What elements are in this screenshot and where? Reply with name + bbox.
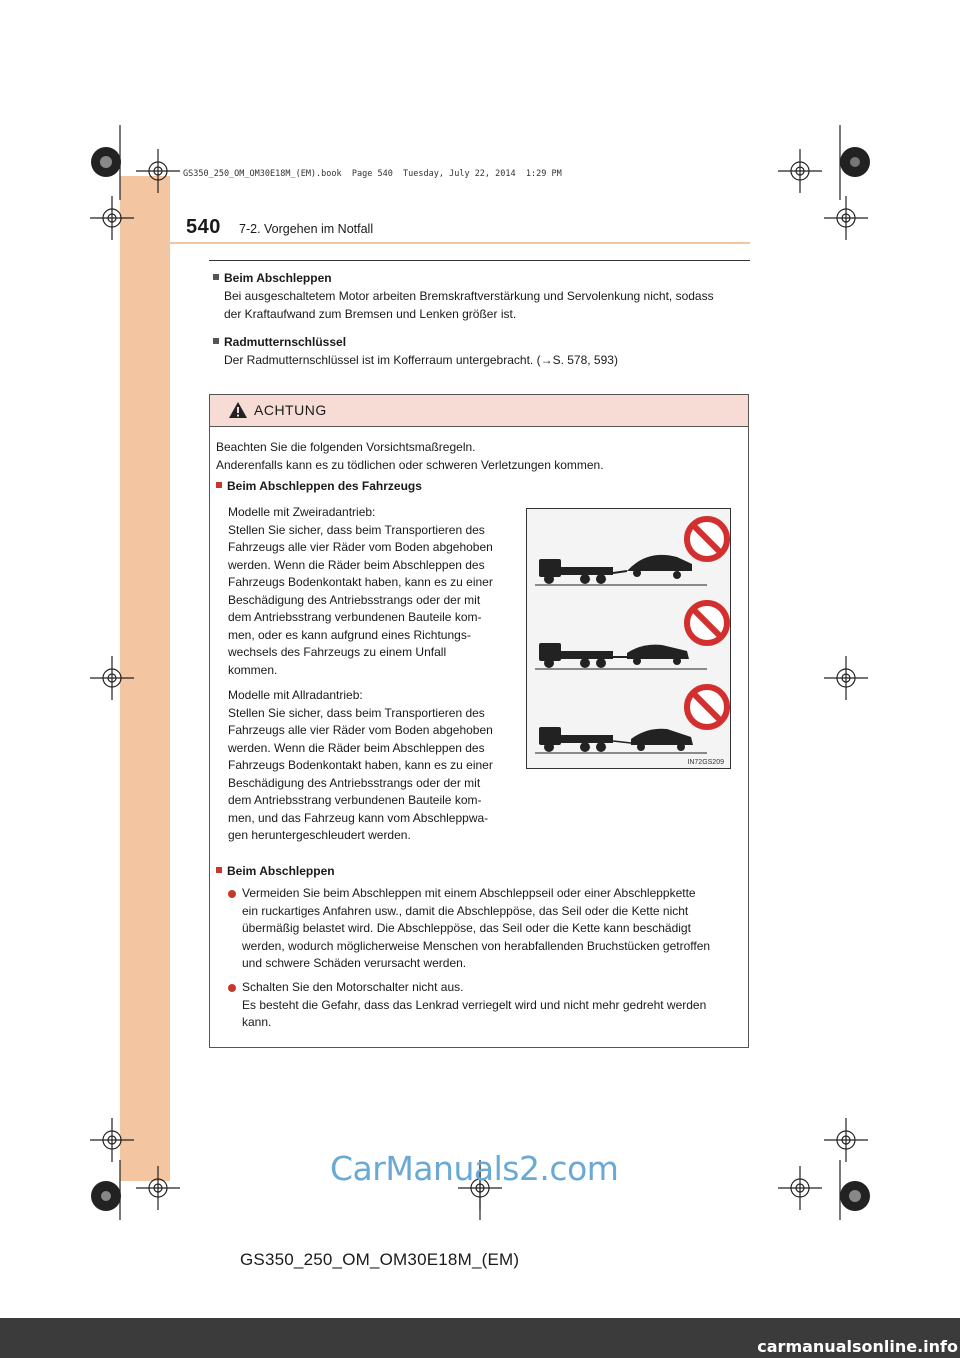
text-line: dem Antriebsstrang verbundenen Bauteile kom-	[228, 793, 482, 807]
square-bullet-icon	[216, 482, 222, 488]
text-line: wechsels des Fahrzeugs zu einem Unfall	[228, 645, 447, 659]
section-heading-text: Beim Abschleppen	[227, 864, 335, 878]
content-rule	[209, 260, 750, 261]
square-bullet-icon	[213, 274, 219, 280]
text-line: ein ruckartiges Anfahren usw., damit die Abschleppöse, das Seil oder die Kette nicht	[242, 903, 689, 918]
red-dot-bullet-icon	[228, 890, 236, 898]
page-number: 540	[186, 216, 221, 238]
two-wheel-drive-text	[228, 504, 508, 679]
text-line: Fahrzeugs Bodenkontakt haben, kann es zu einer	[228, 575, 493, 589]
registration-mark-icon	[824, 1118, 868, 1162]
towing-illustration	[526, 508, 731, 769]
warning-intro-line: Anderenfalls kann es zu tödlichen oder schweren Verletzungen kommen.	[216, 457, 604, 472]
registration-mark-icon	[824, 656, 868, 700]
note-line: Der Radmutternschlüssel ist im Kofferraum untergebracht. (→S. 578, 593)	[224, 353, 618, 367]
text-line: dem Antriebsstrang verbundenen Bauteile kom-	[228, 610, 482, 624]
text-line: Beschädigung des Antriebsstrangs oder der mit	[228, 775, 481, 790]
note-line: der Kraftaufwand zum Bremsen und Lenken größer ist.	[224, 307, 517, 321]
prohibition-sign-icon	[687, 519, 727, 559]
section-heading-text: Beim Abschleppen des Fahrzeugs	[227, 479, 422, 493]
red-dot-bullet-icon	[228, 984, 236, 992]
registration-mark-icon	[90, 196, 134, 240]
text-line: Fahrzeugs alle vier Räder vom Boden abgehoben	[228, 540, 493, 554]
tow-scene-rear-lift	[535, 603, 727, 669]
text-line: werden. Wenn die Räder beim Abschleppen des	[228, 557, 485, 572]
text-line: men, oder es kann aufgrund eines Richtungs-	[228, 627, 471, 642]
registration-mark-icon	[778, 149, 822, 193]
note-heading: Beim Abschleppen	[224, 271, 332, 285]
tow-scene-rope	[535, 687, 727, 753]
note-heading: Radmutternschlüssel	[224, 335, 347, 349]
text-line: Schalten Sie den Motorschalter nicht aus.	[242, 980, 464, 994]
bottom-watermark-band	[0, 1318, 960, 1358]
two-wheel-title: Modelle mit Zweiradantrieb:	[228, 505, 376, 519]
text-line: und schwere Schäden verursacht werden.	[242, 956, 467, 970]
registration-mark-icon	[778, 1166, 822, 1210]
square-bullet-icon	[216, 867, 222, 873]
text-line: werden. Wenn die Räder beim Abschleppen des	[228, 740, 485, 755]
registration-mark-icon	[90, 656, 134, 700]
warning-intro	[216, 439, 604, 474]
warning-triangle-icon	[228, 401, 248, 419]
bullet-item-jerk	[228, 885, 743, 973]
text-line: Es besteht die Gefahr, dass das Lenkrad verriegelt wird und nicht mehr gedreht werden	[242, 997, 707, 1012]
all-wheel-drive-text	[228, 687, 508, 845]
footer-doc-code: GS350_250_OM_OM30E18M_(EM)	[240, 1250, 520, 1269]
text-line: kann.	[242, 1015, 272, 1029]
text-line: Fahrzeugs Bodenkontakt haben, kann es zu einer	[228, 758, 493, 772]
watermark-bottom: carmanualsonline.info	[757, 1337, 958, 1356]
section-heading-towing	[216, 863, 335, 881]
note-line: Bei ausgeschaltetem Motor arbeiten Bremskraftverstärkung und Servolenkung nicht, sodass	[224, 289, 714, 303]
text-line: Fahrzeugs alle vier Räder vom Boden abgehoben	[228, 723, 493, 737]
registration-mark-icon	[824, 196, 868, 240]
figure-label: IN72GS209	[687, 759, 724, 766]
warning-intro-line: Beachten Sie die folgenden Vorsichtsmaßregeln.	[216, 440, 476, 454]
section-heading-vehicle	[216, 478, 422, 496]
text-line: Stellen Sie sicher, dass beim Transportieren des	[228, 522, 485, 537]
square-bullet-icon	[213, 338, 219, 344]
note-wrench	[213, 333, 618, 369]
note-towing	[213, 269, 714, 323]
section-title: 7-2. Vorgehen im Notfall	[239, 222, 374, 236]
prohibition-sign-icon	[687, 687, 727, 727]
text-line: kommen.	[228, 662, 278, 677]
watermark-center: CarManuals2.com	[330, 1149, 619, 1188]
bullet-item-engine-switch	[228, 979, 743, 1032]
all-wheel-title: Modelle mit Allradantrieb:	[228, 688, 363, 702]
registration-mark-icon	[136, 149, 180, 193]
text-line: men, und das Fahrzeug kann vom Abschleppwa-	[228, 810, 489, 825]
prohibition-sign-icon	[687, 603, 727, 643]
warning-header	[210, 395, 748, 427]
text-line: werden, wodurch möglicherweise Menschen von herabfallenden Bruchstücken getroffen	[242, 938, 711, 953]
towing-diagram	[527, 509, 730, 768]
text-line: Vermeiden Sie beim Abschleppen mit einem Abschleppseil oder einer Abschleppkette	[242, 886, 696, 900]
registration-mark-icon	[90, 1118, 134, 1162]
warning-title: ACHTUNG	[254, 402, 327, 418]
text-line: übermäßig belastet wird. Die Abschleppöse, das Seil oder die Kette kann beschädigt	[242, 921, 691, 935]
tow-scene-front-lift	[535, 519, 727, 585]
text-line: Stellen Sie sicher, dass beim Transportieren des	[228, 705, 485, 720]
registration-mark-icon	[136, 1166, 180, 1210]
text-line: gen heruntergeschleudert werden.	[228, 828, 411, 842]
print-stamp: GS350_250_OM_OM30E18M_(EM).book Page 540 Tuesday, July 22, 2014 1:29 PM	[183, 169, 562, 179]
text-line: Beschädigung des Antriebsstrangs oder der mit	[228, 592, 481, 607]
